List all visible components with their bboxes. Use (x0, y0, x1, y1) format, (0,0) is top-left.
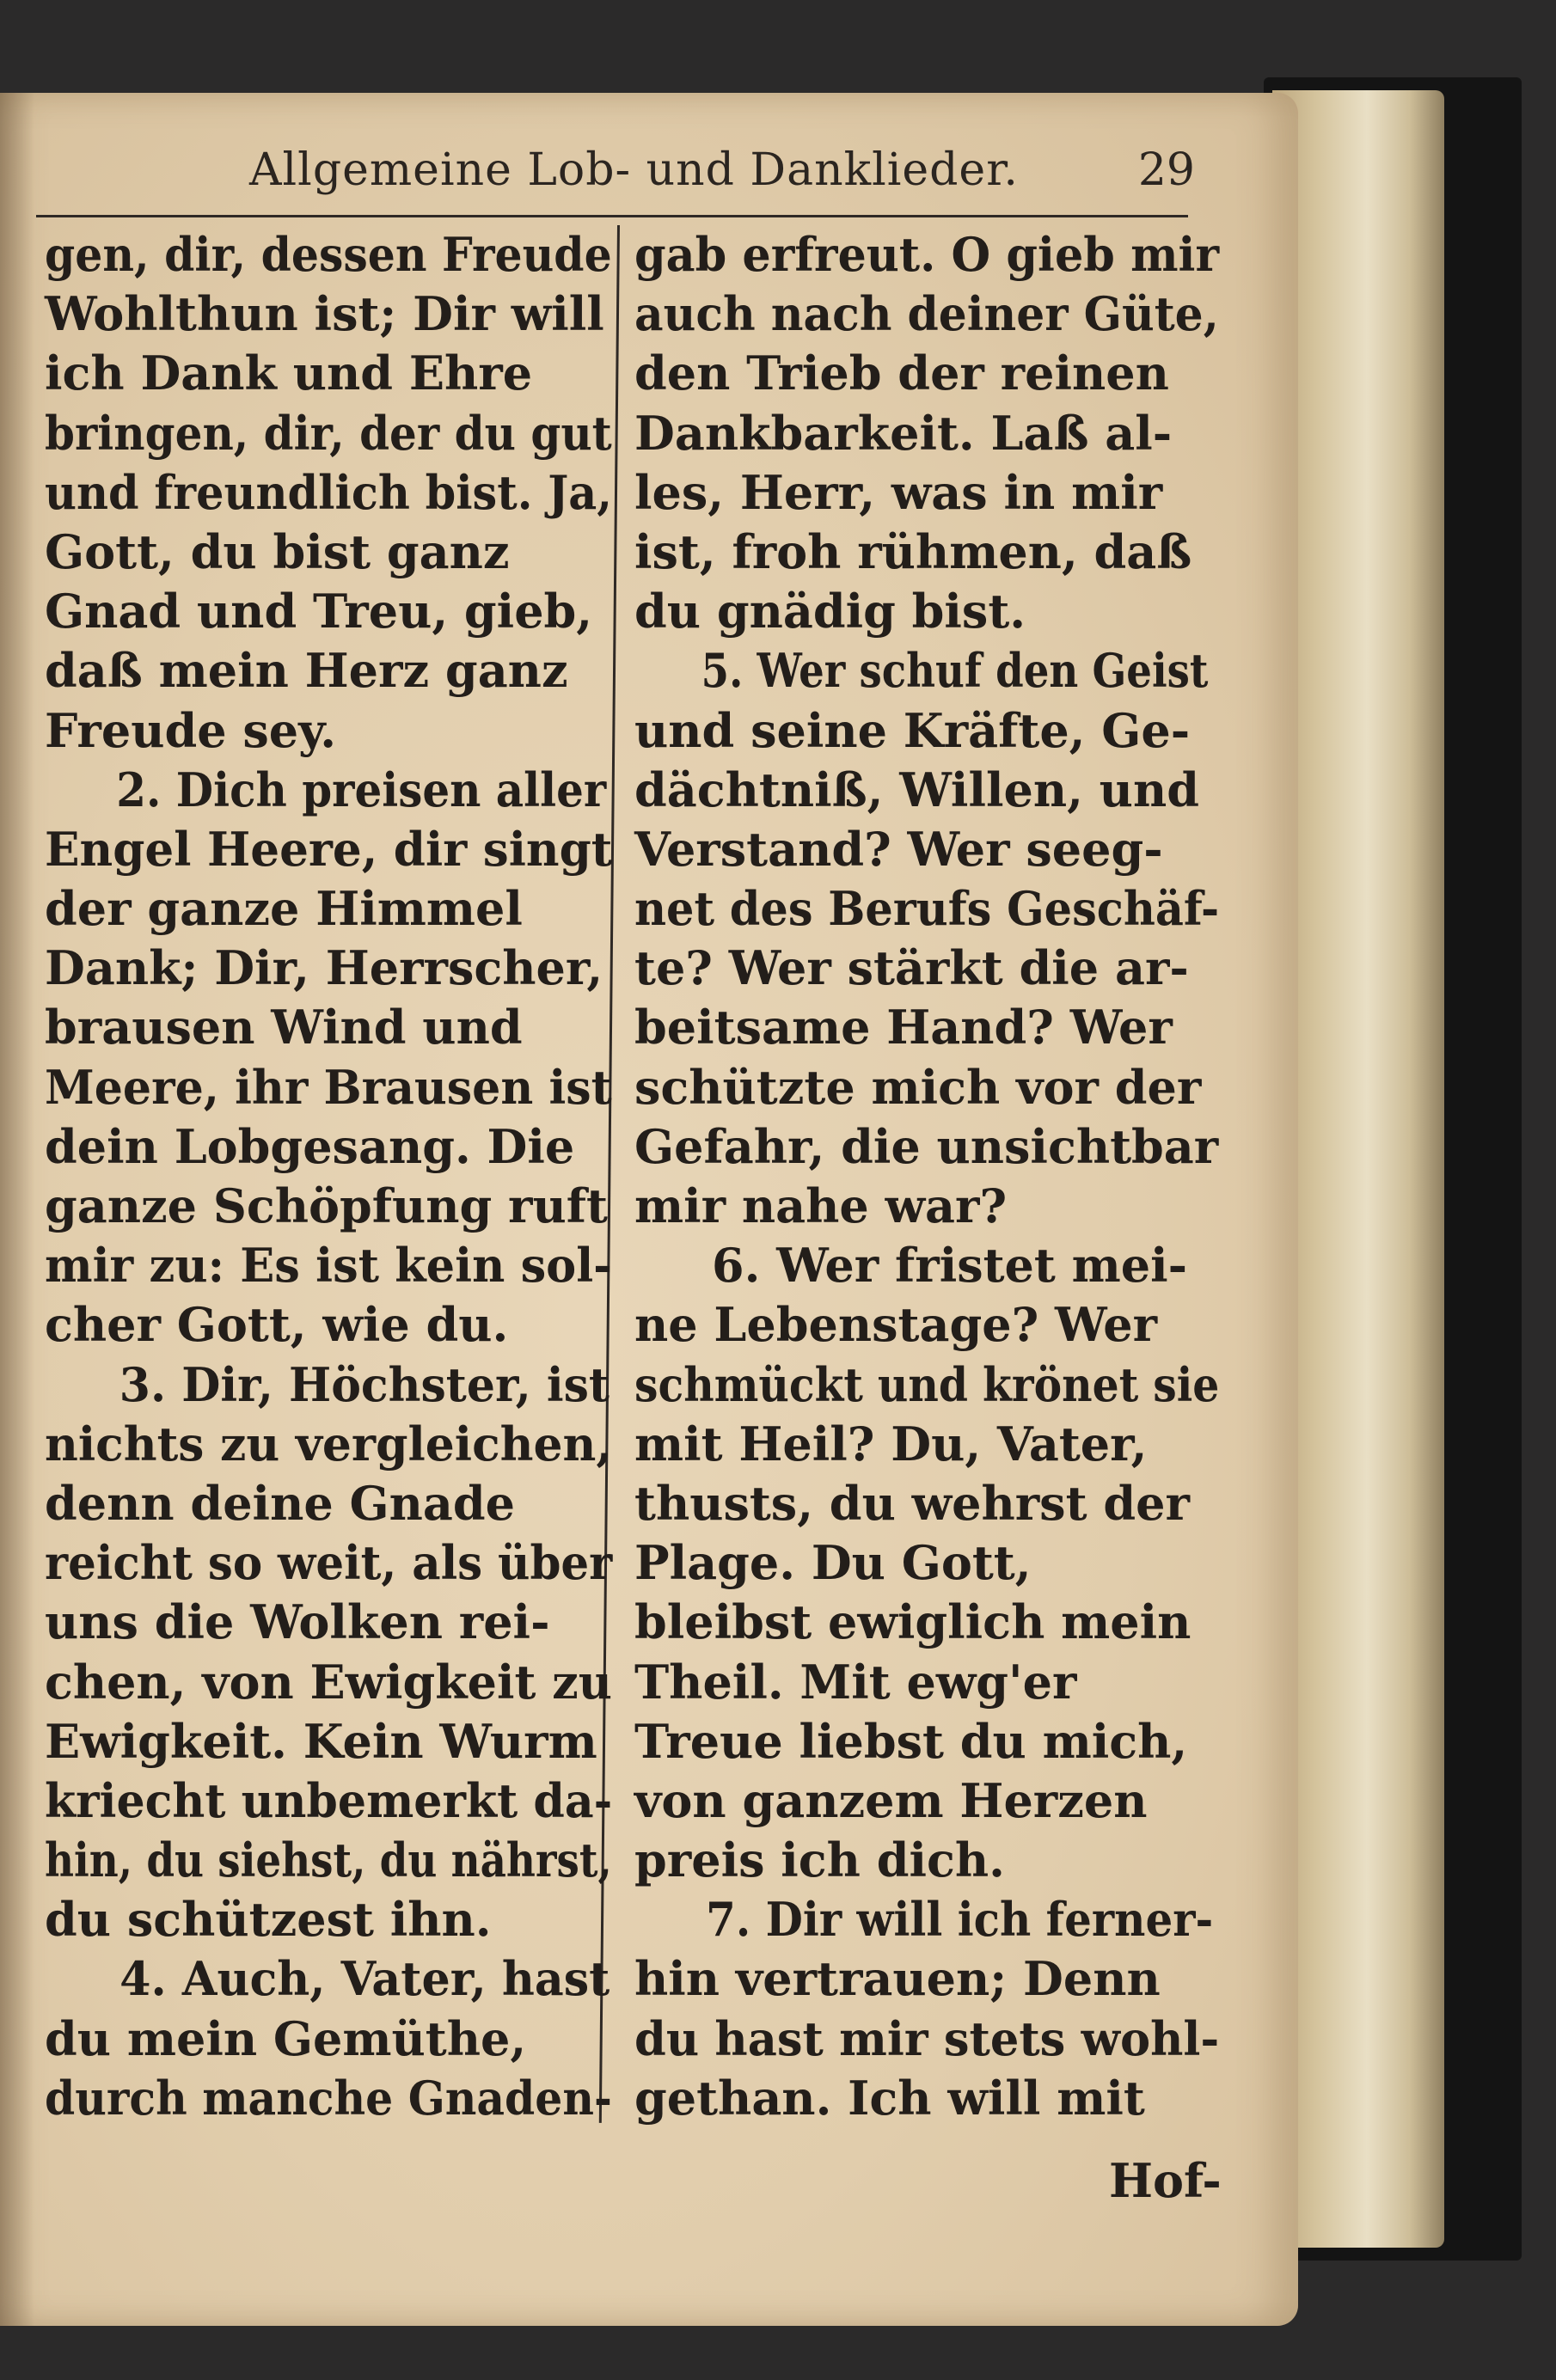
text-line: du mein Gemüthe, (45, 2010, 527, 2066)
text-line: preis ich dich. (634, 1832, 1005, 1888)
text-line: bleibst ewiglich mein (634, 1594, 1192, 1650)
verse-start: 6. Wer fristet mei- (712, 1238, 1188, 1294)
text-line: cher Gott, wie du. (45, 1297, 509, 1353)
text-line: uns die Wolken rei- (45, 1594, 550, 1650)
text-line: denn deine Gnade (45, 1475, 515, 1531)
text-line: schmückt und krönet sie (634, 1356, 1220, 1412)
right-column (634, 225, 1219, 2128)
text-line: Wohlthun ist; Dir will (45, 286, 604, 342)
text-line: auch nach deiner Güte, (634, 286, 1219, 342)
text-line: te? Wer stärkt die ar- (634, 940, 1189, 996)
header-rule (36, 215, 1188, 217)
text-line: dein Lobgesang. Die (45, 1118, 575, 1174)
text-line: Dank; Dir, Herrscher, (45, 940, 603, 996)
text-line: mit Heil? Du, Vater, (634, 1416, 1148, 1471)
text-line: gab erfreut. O gieb mir (634, 227, 1220, 282)
text-line: bringen, dir, der du gut (45, 405, 612, 461)
text-line: schützte mich vor der (634, 1059, 1202, 1115)
text-line: Freude sey. (45, 702, 337, 758)
text-line: les, Herr, was in mir (634, 464, 1163, 520)
text-line: Meere, ihr Brausen ist (45, 1059, 612, 1115)
verse-start: 5. Wer schuf den Geist (701, 643, 1209, 699)
text-line: hin, du siehst, du nährst, (45, 1832, 612, 1888)
text-line: Verstand? Wer seeg- (634, 821, 1163, 877)
text-line: durch manche Gnaden- (45, 2070, 612, 2126)
text-line: thusts, du wehrst der (634, 1475, 1190, 1531)
text-line: Dankbarkeit. Laß al- (634, 405, 1173, 461)
text-line: reicht so weit, als über (45, 1535, 613, 1591)
verse-start: 2. Dich preisen aller (116, 762, 607, 817)
text-line: von ganzem Herzen (634, 1772, 1148, 1828)
text-line: Gefahr, die unsichtbar (634, 1118, 1219, 1174)
verse-start: 4. Auch, Vater, hast (119, 1951, 610, 2007)
text-line: du gnädig bist. (634, 584, 1026, 639)
text-line: ne Lebenstage? Wer (634, 1297, 1158, 1353)
catchword: Hof- (1109, 2153, 1222, 2208)
page-header (249, 144, 1195, 205)
text-line: der ganze Himmel (45, 881, 523, 937)
left-column (45, 225, 612, 2128)
text-line: ich Dank und Ehre (45, 346, 533, 401)
text-line: und freundlich bist. Ja, (45, 464, 613, 520)
text-line: du schützest ihn. (45, 1892, 492, 1948)
gutter-shadow (0, 93, 34, 2326)
text-line: mir nahe war? (634, 1178, 1008, 1233)
text-line: daß mein Herz ganz (45, 643, 568, 699)
text-line: kriecht unbemerkt da- (45, 1772, 613, 1828)
text-line: Theil. Mit ewg'er (634, 1654, 1077, 1710)
text-line: gethan. Ich will mit (634, 2070, 1145, 2126)
text-line: chen, von Ewigkeit zu (45, 1654, 613, 1710)
text-line: hin vertrauen; Denn (634, 1951, 1161, 2007)
text-line: und seine Kräfte, Ge- (634, 702, 1191, 758)
text-line: ganze Schöpfung ruft (45, 1178, 608, 1233)
verse-start: 3. Dir, Höchster, ist (119, 1356, 610, 1412)
running-head: Allgemeine Lob- und Danklieder. (249, 144, 1019, 196)
text-line: gen, dir, dessen Freude (45, 227, 612, 282)
text-line: net des Berufs Geschäf- (634, 881, 1220, 937)
text-line: Engel Heere, dir singt (45, 821, 613, 877)
page-edges (1272, 90, 1444, 2248)
page-number: 29 (1137, 144, 1195, 196)
text-line: Treue liebst du mich, (634, 1713, 1188, 1769)
text-line: den Trieb der reinen (634, 346, 1169, 401)
text-line: nichts zu vergleichen, (45, 1416, 613, 1471)
text-line: Ewigkeit. Kein Wurm (45, 1713, 597, 1769)
text-line: mir zu: Es ist kein sol- (45, 1238, 612, 1294)
text-line: ist, froh rühmen, daß (634, 523, 1192, 579)
text-line: Plage. Du Gott, (634, 1535, 1032, 1591)
text-line: Gott, du bist ganz (45, 523, 510, 579)
text-line: du hast mir stets wohl- (634, 2010, 1220, 2066)
text-line: brausen Wind und (45, 1000, 523, 1055)
text-line: dächtniß, Willen, und (634, 762, 1199, 817)
text-line: Gnad und Treu, gieb, (45, 584, 593, 639)
text-line: beitsame Hand? Wer (634, 1000, 1173, 1055)
verse-start: 7. Dir will ich ferner- (706, 1892, 1214, 1948)
